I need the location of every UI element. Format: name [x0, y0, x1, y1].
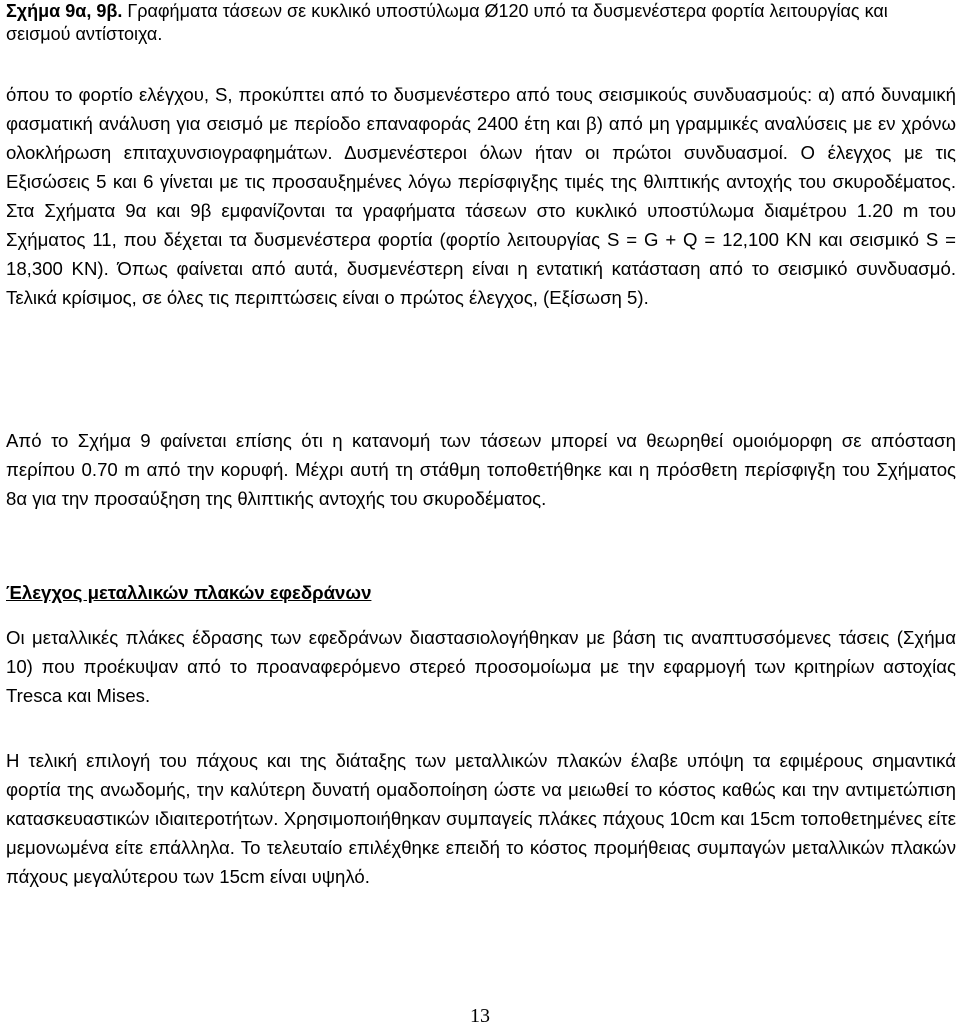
document-page — [6, 0, 956, 887]
figure-caption — [6, 0, 956, 46]
figure-caption-text: Γραφήματα τάσεων σε κυκλικό υποστύλωμα Ø120 υπό τα δυσμενέστερα φορτία λειτουργίας και σεισμού αντίστοιχα. — [6, 1, 888, 44]
paragraph-bearing-plates: Οι μεταλλικές πλάκες έδρασης των εφεδράνων διαστασιολογήθηκαν με βάση τις αναπτυσσόμενες τάσεις (Σχήμα 10) που προέκυψαν από το προαναφερόμενο στερεό προσομοίωμα με την εφαρμογή των κριτηρίων αστοχίας Tresca και Mises. — [6, 627, 956, 706]
paragraph-stress-distribution: Από το Σχήμα 9 φαίνεται επίσης ότι η κατανομή των τάσεων μπορεί να θεωρηθεί ομοιόμορφη σε απόσταση περίπου 0.70 m από την κορυφή. Μέχρι αυτή τη στάθμη τοποθετήθηκε και η πρόσθετη περίσφιγξη του Σχήματος 8α για την προσαύξηση της θλιπτικής αντοχής του σκυροδέματος. — [6, 430, 956, 509]
figure-caption-label: Σχήμα 9α, 9β. — [6, 1, 123, 21]
section-heading: Έλεγχος μεταλλικών πλακών εφεδράνων — [6, 582, 372, 603]
paragraph-load-combinations: όπου το φορτίο ελέγχου, S, προκύπτει από το δυσμενέστερο από τους σεισμικούς συνδυασμούς: α) από δυναμική φασματική ανάλυση για σεισμό με περίοδο επαναφοράς 2400 έτη και β) από μη γραμμικές αναλύσεις με εν χρόνω ολοκλήρωση επιταχυνσιογραφημάτων. Δυσμενέστεροι όλων ήταν οι πρώτοι συνδυασμοί. Ο έλεγχος με τις Εξισώσεις 5 και 6 γίνεται με τις προσαυξημένες λόγω περίσφιγξης τιμές της θλιπτικής αντοχής του σκυροδέματος. Στα Σχήματα 9α και 9β εμφανίζονται τα γραφήματα τάσεων στο κυκλικό υποστύλωμα διαμέτρου 1.20 m του Σχήματος 11, που δέχεται τα δυσμενέστερα φορτία (φορτίο λειτουργίας S = G + Q = 12,100 KN και σεισμικό S = 18,300 KN). Όπως φαίνεται από αυτά, δυσμενέστερη είναι η εντατική κατάσταση από το σεισμικό συνδυασμό. Τελικά κρίσιμος, σε όλες τις περιπτώσεις είναι ο πρώτος έλεγχος, (Εξίσωση 5). — [6, 84, 956, 308]
page-number: 13 — [470, 1005, 490, 1027]
paragraph-plate-selection: Η τελική επιλογή του πάχους και της διάταξης των μεταλλικών πλακών έλαβε υπόψη τα εφιμέρους σημαντικά φορτία της ανωδομής, την καλύτερη δυνατή ομαδοποίηση ώστε να μειωθεί το κόστος καθώς και την αντιμετώπιση κατασκευαστικών ιδιαιτεροτήτων. Χρησιμοποιήθηκαν συμπαγείς πλάκες πάχους 10cm και 15cm τοποθετημένες είτε μεμονωμένα είτε επάλληλα. Το τελευταίο επιλέχθηκε επειδή το κόστος προμήθειας συμπαγών μεταλλικών πλακών πάχους μεγαλύτερου των 15cm είναι υψηλό. — [6, 750, 956, 887]
